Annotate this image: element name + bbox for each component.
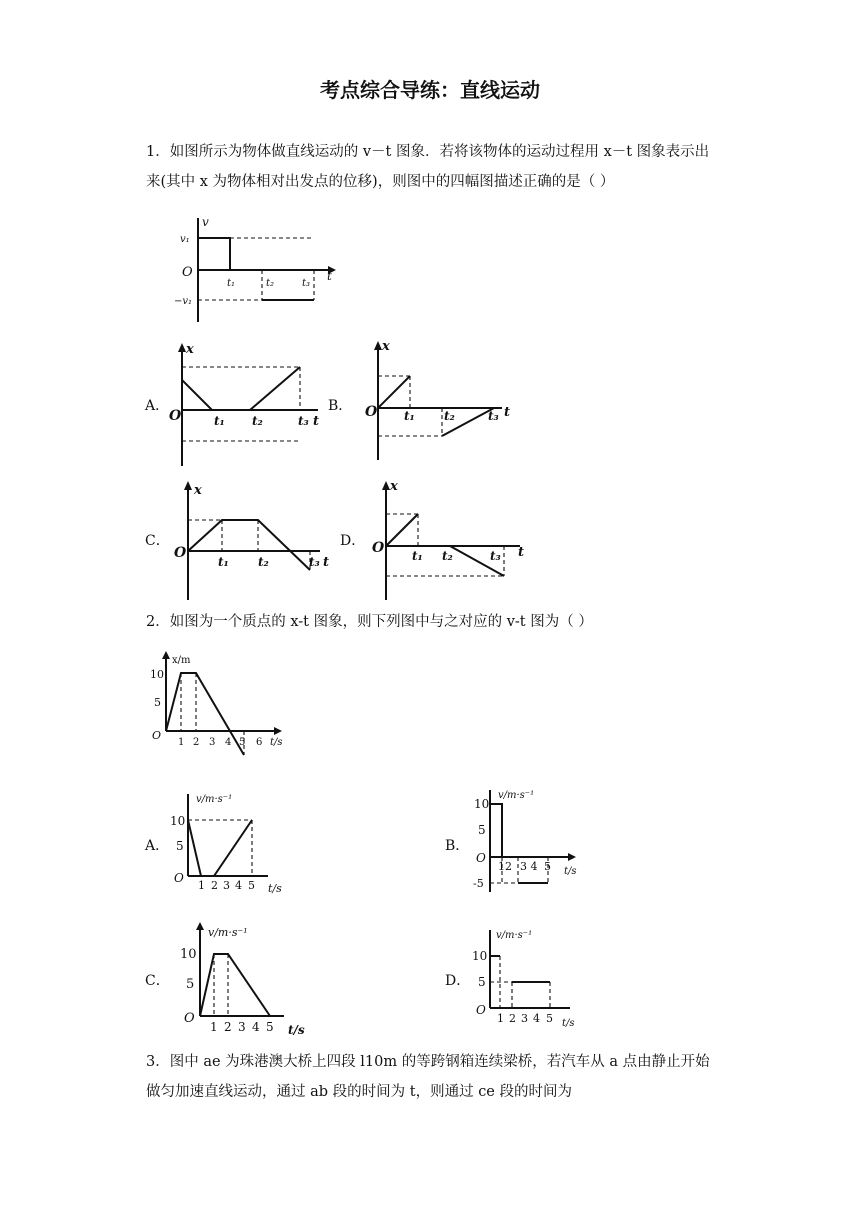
q2-b-y5: 5 xyxy=(478,823,486,837)
q3-line-1: 3．图中 ae 为珠港澳大桥上四段 l10m 的等跨钢箱连续梁桥，若汽车从 a 点由静止开始 xyxy=(146,1054,710,1070)
q1-vt-t2-label: t₂ xyxy=(266,278,275,289)
q1-c-x-label: x xyxy=(194,483,202,498)
q1-a-t3: t₃ xyxy=(298,414,309,428)
q2-a-t5: 5 xyxy=(248,879,255,892)
q2-b-x-label: t/s xyxy=(564,866,577,877)
q2-a-t3: 3 xyxy=(223,879,230,892)
q1-d-origin: O xyxy=(372,540,385,556)
q2-xt-t6: 6 xyxy=(256,737,263,748)
q2-option-c-label: C． xyxy=(145,973,170,989)
q2-xt-y-label: x/m xyxy=(172,655,191,666)
q1-d-t2: t₂ xyxy=(442,549,453,563)
q2-a-t1: 1 xyxy=(198,879,205,892)
q1-a-t: t xyxy=(313,414,320,429)
q2-c-t2: 2 xyxy=(224,1020,232,1034)
q2-b-origin: O xyxy=(476,851,486,865)
q2-d-t5: 5 xyxy=(546,1012,553,1025)
q1-b-t2: t₂ xyxy=(444,409,455,423)
q1-option-a-label: A． xyxy=(145,398,170,414)
q2-c-x-label: t/s xyxy=(288,1023,305,1037)
q1-d-t3: t₃ xyxy=(490,549,501,563)
page-title: 考点综合导练：直线运动 xyxy=(320,78,540,102)
q1-a-x-label: x xyxy=(186,342,194,357)
q2-option-b-graph xyxy=(470,786,600,898)
q1-c-origin: O xyxy=(174,545,187,561)
q2-a-x-label: t/s xyxy=(268,882,282,895)
q2-d-y5: 5 xyxy=(478,975,486,989)
q2-c-t4: 4 xyxy=(252,1020,260,1034)
q2-c-t3: 3 xyxy=(238,1020,246,1034)
q1-a-t1: t₁ xyxy=(214,414,225,428)
q1-option-b-label: B． xyxy=(328,398,353,414)
q2-xt-origin: O xyxy=(152,729,162,742)
q2-option-a-label: A． xyxy=(145,838,170,854)
q2-d-t1: 1 xyxy=(497,1012,504,1025)
q2-xt-graph xyxy=(148,651,298,761)
q2-b-t5: 5 xyxy=(544,860,551,873)
q2-d-x-label: t/s xyxy=(562,1018,575,1029)
q1-c-t1: t₁ xyxy=(218,555,229,569)
q2-xt-t4: 4 xyxy=(225,737,232,748)
q1-vt-t3-label: t₃ xyxy=(302,278,311,289)
q1-d-t: t xyxy=(518,545,525,560)
q2-d-t2: 2 xyxy=(509,1012,516,1025)
q2-a-y10: 10 xyxy=(170,814,186,828)
q2-option-b-label: B． xyxy=(445,838,470,854)
q2-d-origin: O xyxy=(476,1003,486,1017)
q1-d-x-label: x xyxy=(390,479,398,494)
q2-c-y10: 10 xyxy=(180,947,197,962)
q2-xt-y5: 5 xyxy=(154,696,161,709)
q2-c-y5: 5 xyxy=(186,977,195,992)
q2-line-1: 2．如图为一个质点的 x-t 图象，则下列图中与之对应的 v-t 图为（ ） xyxy=(146,614,593,630)
q2-option-c-graph xyxy=(176,922,316,1037)
q1-b-t: t xyxy=(504,405,511,420)
q2-c-origin: O xyxy=(184,1011,195,1026)
q1-a-t2: t₂ xyxy=(252,414,263,428)
q2-d-t3: 3 xyxy=(521,1012,528,1025)
q1-option-a-graph xyxy=(166,340,331,470)
q2-d-y10: 10 xyxy=(472,949,488,963)
q1-b-x-label: x xyxy=(382,339,390,354)
q1-option-d-graph xyxy=(370,478,530,602)
q1-b-t3: t₃ xyxy=(488,409,499,423)
q2-b-y-label: v/m·s⁻¹ xyxy=(498,790,535,801)
q1-vt-origin: O xyxy=(182,265,193,280)
q2-option-d-label: D． xyxy=(445,973,471,989)
q2-b-y10: 10 xyxy=(474,797,490,811)
q2-xt-t3: 3 xyxy=(209,737,216,748)
q2-b-t34: 3 4 xyxy=(520,860,538,873)
q1-vt-negv1-label: −v₁ xyxy=(174,296,193,307)
q2-a-t2: 2 xyxy=(211,879,218,892)
q1-c-t3: t₃ xyxy=(309,555,320,569)
q1-c-t2: t₂ xyxy=(258,555,269,569)
q1-option-c-label: C． xyxy=(145,533,170,549)
q2-d-t4: 4 xyxy=(533,1012,540,1025)
q2-c-y-label: v/m·s⁻¹ xyxy=(208,926,248,939)
q2-text xyxy=(146,607,726,637)
q2-a-t4: 4 xyxy=(235,879,242,892)
q2-xt-t1: 1 xyxy=(178,737,185,748)
q1-b-origin: O xyxy=(365,404,378,420)
q2-c-t1: 1 xyxy=(210,1020,218,1034)
q2-d-y-label: v/m·s⁻¹ xyxy=(496,930,533,941)
q1-vt-t-label: t xyxy=(327,269,332,283)
q2-c-t5: 5 xyxy=(266,1020,274,1034)
q1-c-t: t xyxy=(323,555,330,570)
q2-a-origin: O xyxy=(174,871,184,885)
q1-line-2: 来(其中 x 为物体相对出发点的位移)，则图中的四幅图描述正确的是（ ） xyxy=(146,174,615,190)
q3-line-2: 做匀加速直线运动，通过 ab 段的时间为 t，则通过 ce 段的时间为 xyxy=(146,1084,572,1100)
q1-vt-v1-label: v₁ xyxy=(180,234,190,245)
q3-text xyxy=(146,1047,726,1107)
q1-option-b-graph xyxy=(362,338,522,464)
q1-option-c-graph xyxy=(172,478,337,602)
q1-b-t1: t₁ xyxy=(404,409,415,423)
q2-xt-x-label: t/s xyxy=(270,737,283,748)
q1-a-origin: O xyxy=(169,408,182,424)
q1-vt-v-label: v xyxy=(202,215,209,229)
q2-a-y5: 5 xyxy=(176,839,184,853)
q1-d-t1: t₁ xyxy=(412,549,423,563)
q2-option-a-graph xyxy=(168,788,298,900)
q2-xt-t5: 5 xyxy=(239,737,246,748)
q1-vt-t1-label: t₁ xyxy=(227,278,236,289)
q2-option-d-graph xyxy=(470,926,600,1030)
q2-xt-y10: 10 xyxy=(150,668,164,681)
q2-xt-t2: 2 xyxy=(193,737,200,748)
q1-vt-graph xyxy=(170,214,350,326)
q1-line-1: 1．如图所示为物体做直线运动的 v－t 图象．若将该物体的运动过程用 x－t 图象表示出 xyxy=(146,144,710,160)
q1-text xyxy=(146,137,726,197)
q2-a-y-label: v/m·s⁻¹ xyxy=(196,794,233,805)
q1-option-d-label: D． xyxy=(340,533,366,549)
q2-b-t12: 12 xyxy=(498,860,512,873)
q2-b-yn5: -5 xyxy=(473,877,484,890)
